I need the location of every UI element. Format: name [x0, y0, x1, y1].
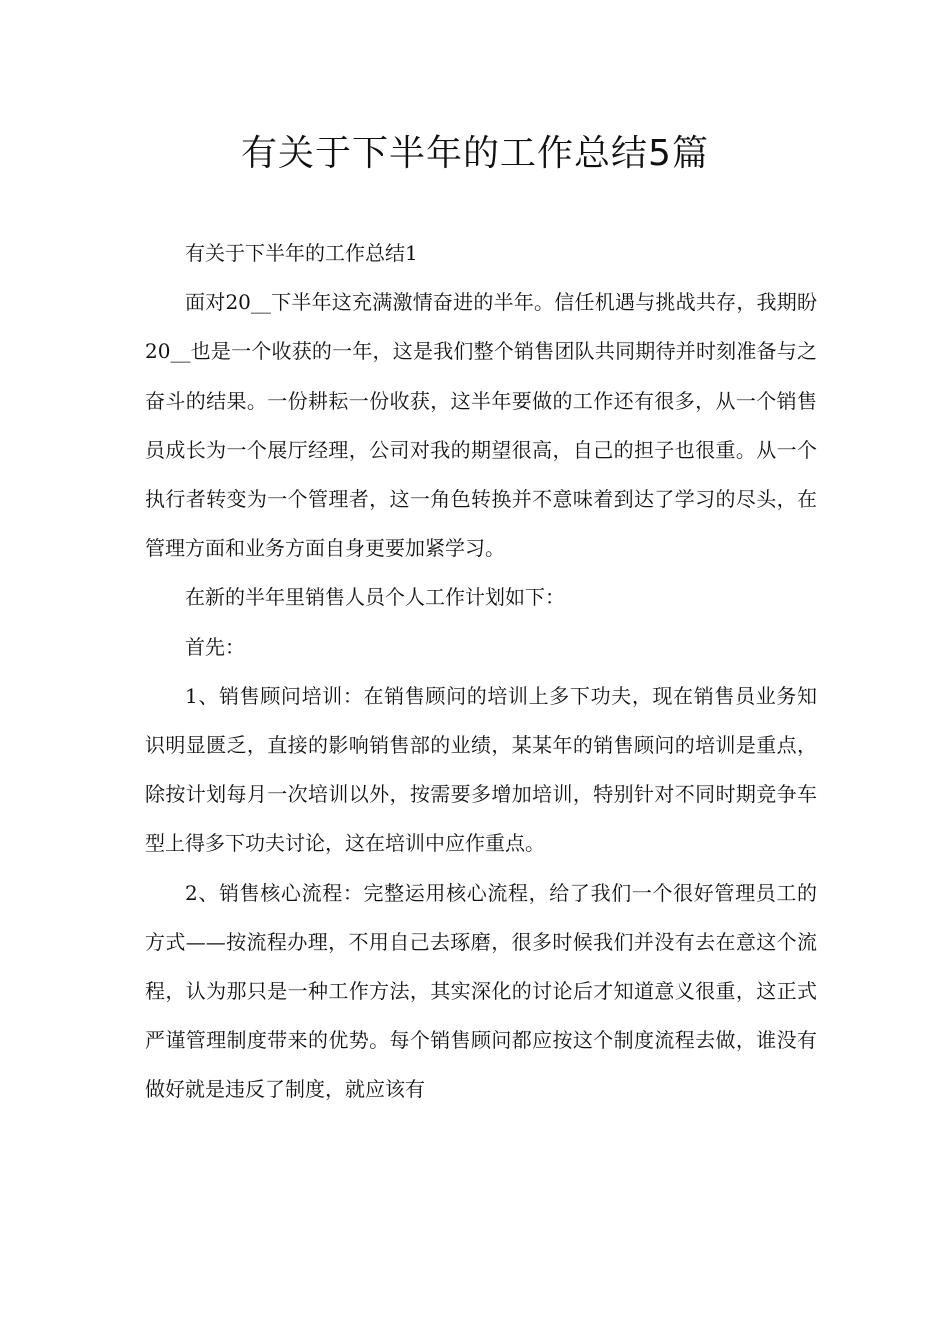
document-body [145, 229, 817, 1115]
paragraph: 2、销售核心流程：完整运用核心流程，给了我们一个很好管理员工的方式——按流程办理，不用自己去琢磨，很多时候我们并没有去在意这个流程，认为那只是一种工作方法，其实深化的讨论后才知道意义很重，这正式严谨管理制度带来的优势。每个销售顾问都应按这个制度流程去做，谁没有做好就是违反了制度，就应该有 [145, 880, 817, 1102]
document-title: 有关于下半年的工作总结5篇 [241, 133, 709, 174]
paragraph: 面对20__下半年这充满激情奋进的半年。信任机遇与挑战共存，我期盼20__也是一个收获的一年，这是我们整个销售团队共同期待并时刻准备与之奋斗的结果。一份耕耘一份收获，这半年要做的工作还有很多，从一个销售员成长为一个展厅经理，公司对我的期望很高，自己的担子也很重。从一个执行者转变为一个管理者，这一角色转换并不意味着到达了学习的尽头，在管理方面和业务方面自身更要加紧学习。 [145, 290, 817, 561]
paragraph: 首先： [185, 634, 245, 659]
paragraph: 1、销售顾问培训：在销售顾问的培训上多下功夫，现在销售员业务知识明显匮乏，直接的影响销售部的业绩，某某年的销售顾问的培训是重点，除按计划每月一次培训以外，按需要多增加培训，特别针对不同时期竞争车型上得多下功夫讨论，这在培训中应作重点。 [145, 683, 817, 856]
section-heading: 有关于下半年的工作总结1 [185, 241, 418, 265]
paragraph: 在新的半年里销售人员个人工作计划如下： [185, 585, 565, 610]
